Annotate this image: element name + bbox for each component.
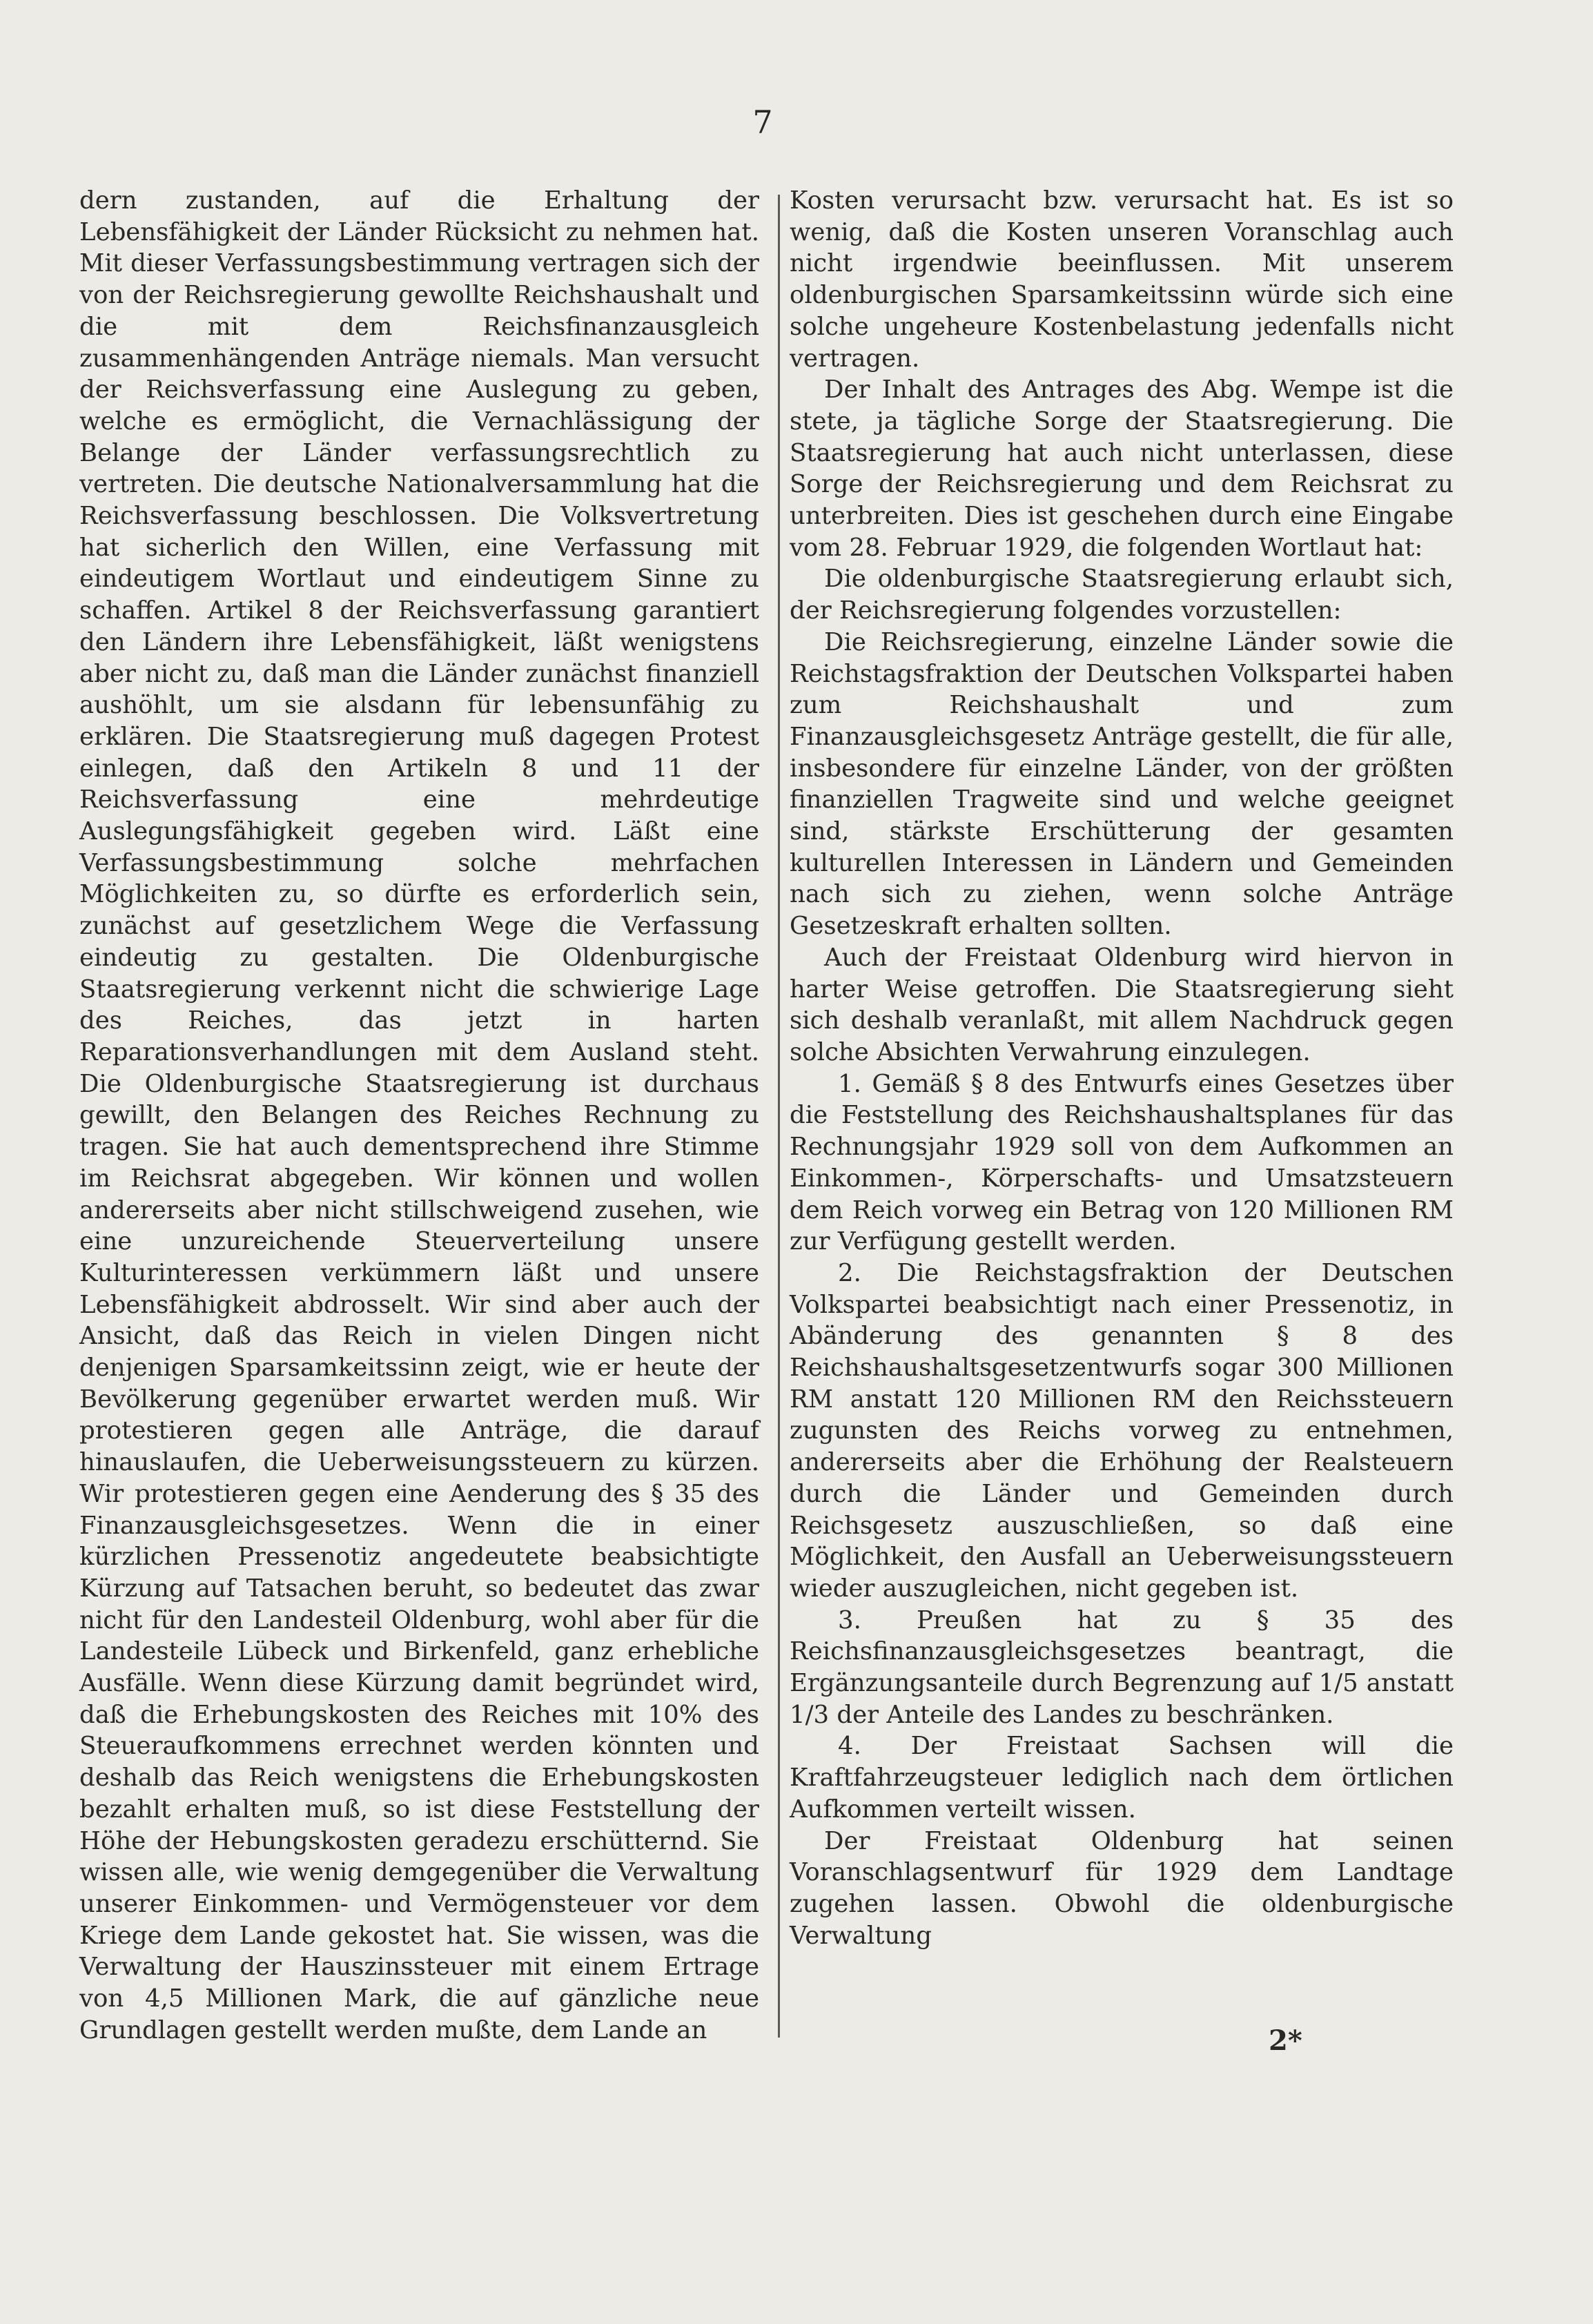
quote-intro: Die oldenburgische Staatsregierung erlaubt sich, der Reichsregierung folgendes vorzustellen: [790, 565, 1454, 625]
right-paragraph-last: Der Freistaat Oldenburg hat seinen Voranschlagsentwurf für 1929 dem Landtage zugehen lassen. Obwohl die oldenburgische Verwaltung [790, 1826, 1454, 1950]
right-paragraph-1: Kosten verursacht bzw. verursacht hat. Es ist so wenig, daß die Kosten unseren Voranschlag auch nicht irgendwie beeinflussen. Mit unserem oldenburgischen Sparsamkeitssinn würde sich eine solche ungeheure Kostenbelastung jedenfalls nicht vertragen. [790, 186, 1454, 373]
numbered-item-2: 2. Die Reichstagsfraktion der Deutschen Volkspartei beabsichtigt nach einer Pressenotiz, in Abänderung des genannten § 8 des Reichshaushaltsgesetzentwurfs sogar 300 Millionen RM anstatt 120 Millionen RM den Reichssteuern zugunsten des Reichs vorweg zu entnehmen, andererseits aber die Erhöhung der Realsteuern durch die Länder und Gemeinden durch Reichsgesetz auszuschließen, so daß eine Möglichkeit, den Ausfall an Ueberweisungssteuern wieder auszugleichen, nicht gegeben ist. [790, 1258, 1454, 1603]
numbered-item-4: 4. Der Freistaat Sachsen will die Kraftfahrzeugsteuer lediglich nach dem örtlichen Aufkommen verteilt wissen. [790, 1732, 1454, 1824]
numbered-item-3: 3. Preußen hat zu § 35 des Reichsfinanzausgleichsgesetzes beantragt, die Ergänzungsanteile durch Begrenzung auf 1/5 anstatt 1/3 der Anteile des Landes zu beschränken. [790, 1605, 1454, 1729]
numbered-item-1: 1. Gemäß § 8 des Entwurfs eines Gesetzes über die Feststellung des Reichshaushaltsplanes für das Rechnungsjahr 1929 soll von dem Aufkommen an Einkommen-, Körperschafts- und Umsatzsteuern dem Reich vorweg ein Betrag von 120 Millionen RM zur Verfügung gestellt werden. [790, 1069, 1454, 1256]
column-divider [778, 195, 780, 2038]
sheet-signature: 2* [1269, 2024, 1302, 2057]
page-number: 7 [752, 104, 773, 141]
left-paragraph-1: dern zustanden, auf die Erhaltung der Lebensfähigkeit der Länder Rücksicht zu nehmen hat. Mit dieser Verfassungsbestimmung vertragen sich der von der Reichsregierung gewollte Reichshaushalt und die mit dem Reichsfinanzausgleich zusammenhängenden Anträge niemals. Man versucht der Reichsverfassung eine Auslegung zu geben, welche es ermöglicht, die Vernachlässigung der Belange der Länder verfassungsrechtlich zu vertreten. Die deutsche Nationalversammlung hat die Reichsverfassung beschlossen. Die Volksvertretung hat sicherlich den Willen, eine Verfassung mit eindeutigem Wortlaut und eindeutigem Sinne zu schaffen. Artikel 8 der Reichsverfassung garantiert den Ländern ihre Lebensfähigkeit, läßt wenigstens aber nicht zu, daß man die Länder zunächst finanziell aushöhlt, um sie alsdann für lebensunfähig zu erklären. Die Staatsregierung muß dagegen Protest einlegen, daß den Artikeln 8 und 11 der Reichsverfassung eine mehrdeutige Auslegungsfähigkeit gegeben wird. Läßt eine Verfassungsbestimmung solche mehrfachen Möglichkeiten zu, so dürfte es erforderlich sein, zunächst auf gesetzlichem Wege die Verfassung eindeutig zu gestalten. Die Oldenburgische Staatsregierung verkennt nicht die schwierige Lage des Reiches, das jetzt in harten Reparationsverhandlungen mit dem Ausland steht. Die Oldenburgische Staatsregierung ist durchaus gewillt, den Belangen des Reiches Rechnung zu tragen. Sie hat auch dementsprechend ihre Stimme im Reichsrat abgegeben. Wir können und wollen andererseits aber nicht stillschweigend zusehen, wie eine unzureichende Steuerverteilung unsere Kulturinteressen verkümmern läßt und unsere Lebensfähigkeit abdrosselt. Wir sind aber auch der Ansicht, daß das Reich in vielen Dingen nicht denjenigen Sparsamkeitssinn zeigt, wie er heute der Bevölkerung gegenüber erwartet werden muß. Wir protestieren gegen alle Anträge, die darauf hinauslaufen, die Ueberweisungssteuern zu kürzen. Wir protestieren gegen eine Aenderung des § 35 des Finanzausgleichsgesetzes. Wenn die in einer kürzlichen Pressenotiz angedeutete beabsichtigte Kürzung auf Tatsachen beruht, so bedeutet das zwar nicht für den Landesteil Oldenburg, wohl aber für die Landesteile Lübeck und Birkenfeld, ganz erhebliche Ausfälle. Wenn diese Kürzung damit begründet wird, daß die Erhebungskosten des Reiches mit 10% des Steueraufkommens errechnet werden könnten und deshalb das Reich wenigstens die Erhebungskosten bezahlt erhalten muß, so ist diese Feststellung der Höhe der Hebungskosten geradezu erschütternd. Sie wissen alle, wie wenig demgegenüber die Verwaltung unserer Einkommen- und Vermögensteuer vor dem Kriege dem Lande gekostet hat. Sie wissen, was die Verwaltung der Hauszinssteuer mit einem Ertrage von 4,5 Millionen Mark, die auf gänzliche neue Grundlagen gestellt werden mußte, dem Lande an [79, 186, 759, 2044]
left-column [79, 185, 759, 2042]
quote-paragraph-1: Die Reichsregierung, einzelne Länder sowie die Reichstagsfraktion der Deutschen Volkspartei haben zum Reichshaushalt und zum Finanzausgleichsgesetz Anträge gestellt, die für alle, insbesondere für einzelne Länder, von der größten finanziellen Tragweite sind und welche geeignet sind, stärkste Erschütterung der gesamten kulturellen Interessen in Ländern und Gemeinden nach sich zu ziehen, wenn solche Anträge Gesetzeskraft erhalten sollten. [790, 627, 1454, 941]
right-column [790, 185, 1454, 2042]
right-paragraph-2: Der Inhalt des Antrages des Abg. Wempe ist die stete, ja tägliche Sorge der Staatsregierung. Die Staatsregierung hat auch nicht unterlassen, diese Sorge der Reichsregierung und dem Reichsrat zu unterbreiten. Dies ist geschehen durch eine Eingabe vom 28. Februar 1929, die folgenden Wortlaut hat: [790, 375, 1454, 562]
quote-paragraph-2: Auch der Freistaat Oldenburg wird hiervon in harter Weise getroffen. Die Staatsregierung sieht sich deshalb veranlaßt, mit allem Nachdruck gegen solche Absichten Verwahrung einzulegen. [790, 943, 1454, 1066]
